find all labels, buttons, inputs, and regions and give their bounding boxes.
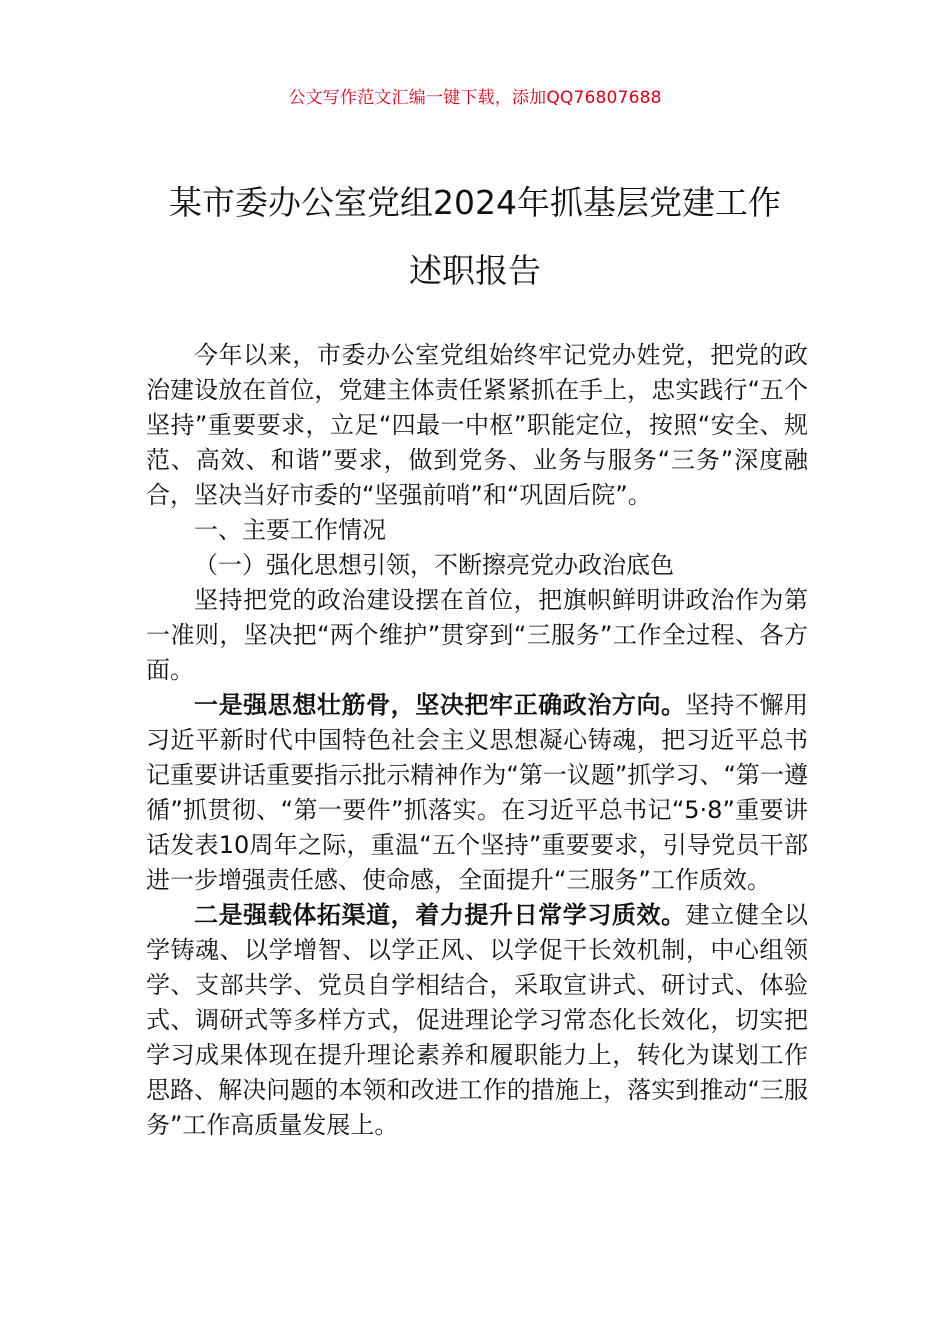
point-1-lead: 一是强思想壮筋骨，坚决把牢正确政治方向。 — [194, 691, 686, 719]
point-1-body: 坚持不懈用习近平新时代中国特色社会主义思想凝心铸魂，把习近平总书记重要讲话重要指示批示精神作为“第一议题”抓学习、“第一遵循”抓贯彻、“第一要件”抓落实。在习近平总书记“5·8”重要讲话发表10周年之际，重温“五个坚持”重要要求，引导党员干部进一步增强责任感、使命感，全面提升“三服务”工作质效。 — [146, 691, 809, 894]
subsection-heading: （一）强化思想引领，不断擦亮党办政治底色 — [194, 551, 674, 579]
body-paragraph-point-2 — [146, 898, 808, 1143]
document-body — [146, 338, 808, 1143]
body-paragraph-point-1 — [146, 688, 808, 898]
download-banner: 公文写作范文汇编一键下载，添加QQ76807688 — [288, 88, 662, 108]
point-2-lead: 二是强载体拓渠道，着力提升日常学习质效。 — [194, 901, 686, 929]
point-2-body: 建立健全以学铸魂、以学增智、以学正风、以学促干长效机制，中心组领学、支部共学、党员自学相结合，采取宣讲式、研讨式、体验式、调研式等多样方式，促进理论学习常态化长效化，切实把学习成果体现在提升理论素养和履职能力上，转化为谋划工作思路、解决问题的本领和改进工作的措施上，落实到推动“三服务”工作高质量发展上。 — [146, 901, 809, 1139]
document-title-line-2: 述职报告 — [409, 251, 541, 290]
section-heading: 一、主要工作情况 — [194, 516, 386, 544]
intro-paragraph: 今年以来，市委办公室党组始终牢记党办姓党，把党的政治建设放在首位，党建主体责任紧紧抓在手上，忠实践行“五个坚持”重要要求，立足“四最一中枢”职能定位，按照“安全、规范、高效、和谐”要求，做到党务、业务与服务“三务”深度融合，坚决当好市委的“坚强前哨”和“巩固后院”。 — [146, 341, 808, 509]
body-paragraph: 坚持把党的政治建设摆在首位，把旗帜鲜明讲政治作为第一准则，坚决把“两个维护”贯穿到“三服务”工作全过程、各方面。 — [146, 586, 808, 684]
document-title-line-1: 某市委办公室党组2024年抓基层党建工作 — [169, 183, 781, 222]
